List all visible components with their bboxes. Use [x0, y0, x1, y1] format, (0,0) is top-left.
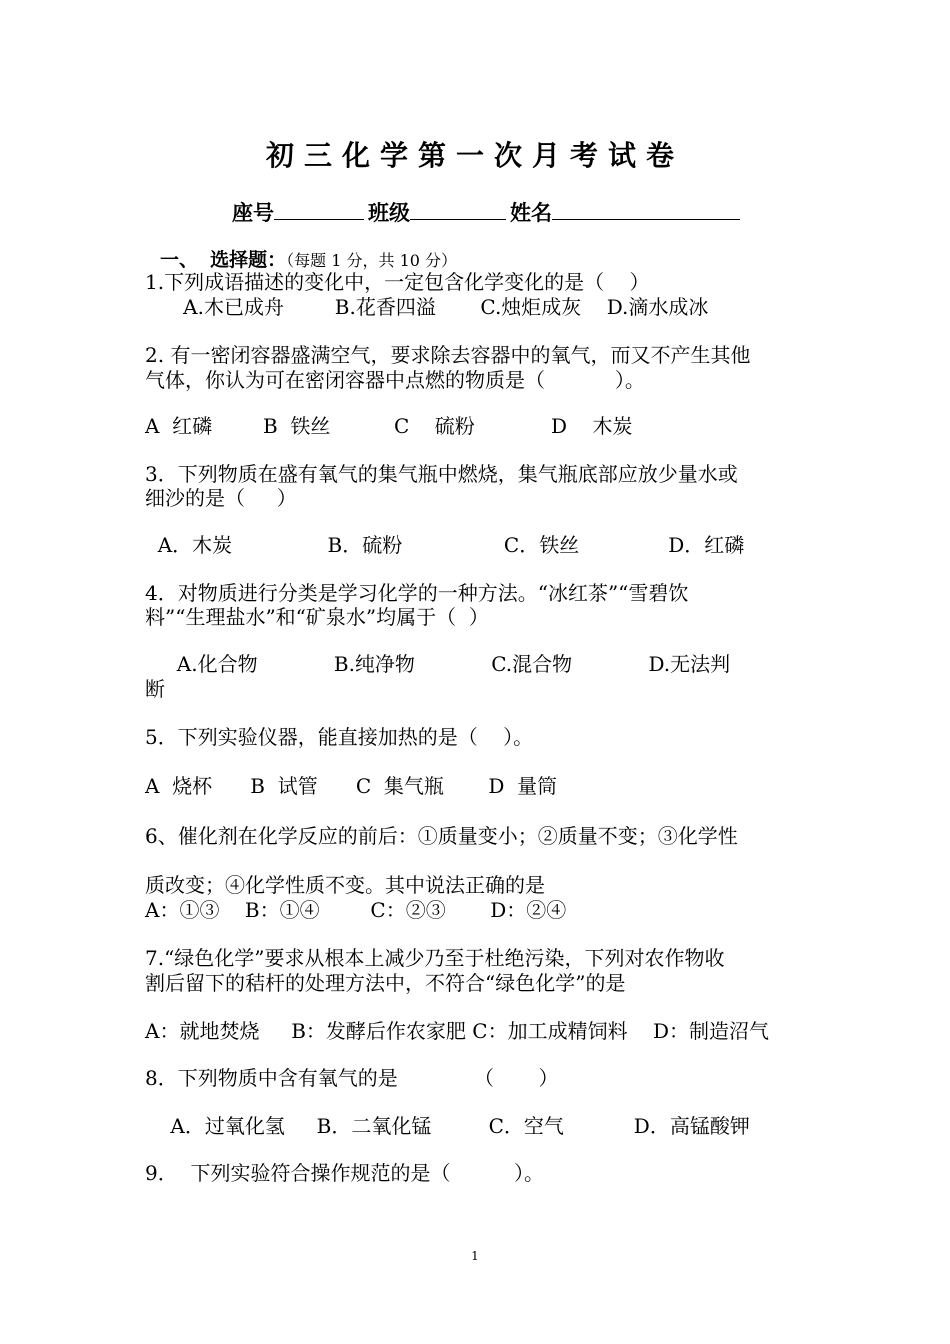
name-label: 姓名 — [510, 201, 552, 225]
question-line: 5．下列实验仪器，能直接加热的是（ ）。 — [145, 725, 534, 749]
question-line: 3．下列物质在盛有氧气的集气瓶中燃烧，集气瓶底部应放少量水或 — [145, 462, 738, 486]
question-line: 2. 有一密闭容器盛满空气，要求除去容器中的氧气，而又不产生其他 — [145, 343, 751, 367]
question-line: 4．对物质进行分类是学习化学的一种方法。“冰红茶”“雪碧饮 — [145, 581, 689, 605]
seat-blank[interactable] — [274, 199, 364, 220]
question-options: 断 — [145, 677, 165, 701]
question-line: 1.下列成语描述的变化中，一定包含化学变化的是（ ） — [145, 270, 650, 294]
question-options: A．过氧化氢 B．二氧化锰 C．空气 D．高锰酸钾 — [145, 1114, 750, 1138]
page-number: 1 — [471, 1249, 479, 1263]
question-line: 8．下列物质中含有氧气的是 （ ） — [145, 1066, 559, 1090]
section-title: 选择题： — [210, 249, 287, 271]
section-note: （每题 1 分，共 10 分） — [286, 251, 458, 270]
class-blank[interactable] — [410, 199, 506, 220]
seat-label: 座号 — [232, 201, 274, 225]
student-info — [232, 197, 744, 227]
question-options: A 烧杯 B 试管 C 集气瓶 D 量筒 — [145, 774, 558, 798]
question-options: A.木已成舟 B.花香四溢 C.烛炬成灰 D.滴水成冰 — [145, 295, 709, 319]
name-blank[interactable] — [552, 199, 740, 220]
question-options: A 红磷 B 铁丝 C 硫粉 D 木炭 — [145, 414, 633, 438]
question-line: 质改变；④化学性质不变。其中说法正确的是 — [145, 873, 545, 897]
question-options: A：①③ B：①④ C：②③ D：②④ — [145, 898, 567, 922]
question-line: 6、催化剂在化学反应的前后：①质量变小；②质量不变；③化学性 — [145, 824, 738, 848]
question-options: A．木炭 B．硫粉 C．铁丝 D．红磷 — [145, 533, 745, 557]
question-line: 料”“生理盐水”和“矿泉水”均属于（ ） — [145, 605, 489, 629]
question-line: 7.“绿色化学”要求从根本上减少乃至于杜绝污染，下列对农作物收 — [145, 946, 725, 970]
class-label: 班级 — [368, 201, 410, 225]
question-line: 细沙的是（ ） — [145, 486, 297, 510]
question-options: A.化合物 B.纯净物 C.混合物 D.无法判 — [145, 652, 731, 676]
exam-title: 初三化学第一次月考试卷 — [265, 139, 684, 172]
question-line: 9． 下列实验符合操作规范的是（ ）。 — [145, 1161, 545, 1185]
section-number: 一、 — [160, 249, 199, 271]
question-line: 割后留下的秸杆的处理方法中，不符合“绿色化学”的是 — [145, 971, 626, 995]
question-line: 气体，你认为可在密闭容器中点燃的物质是（ ）。 — [145, 368, 645, 392]
section-heading — [160, 245, 457, 272]
question-options: A：就地焚烧 B：发酵后作农家肥 C：加工成精饲料 D：制造沼气 — [145, 1019, 770, 1043]
